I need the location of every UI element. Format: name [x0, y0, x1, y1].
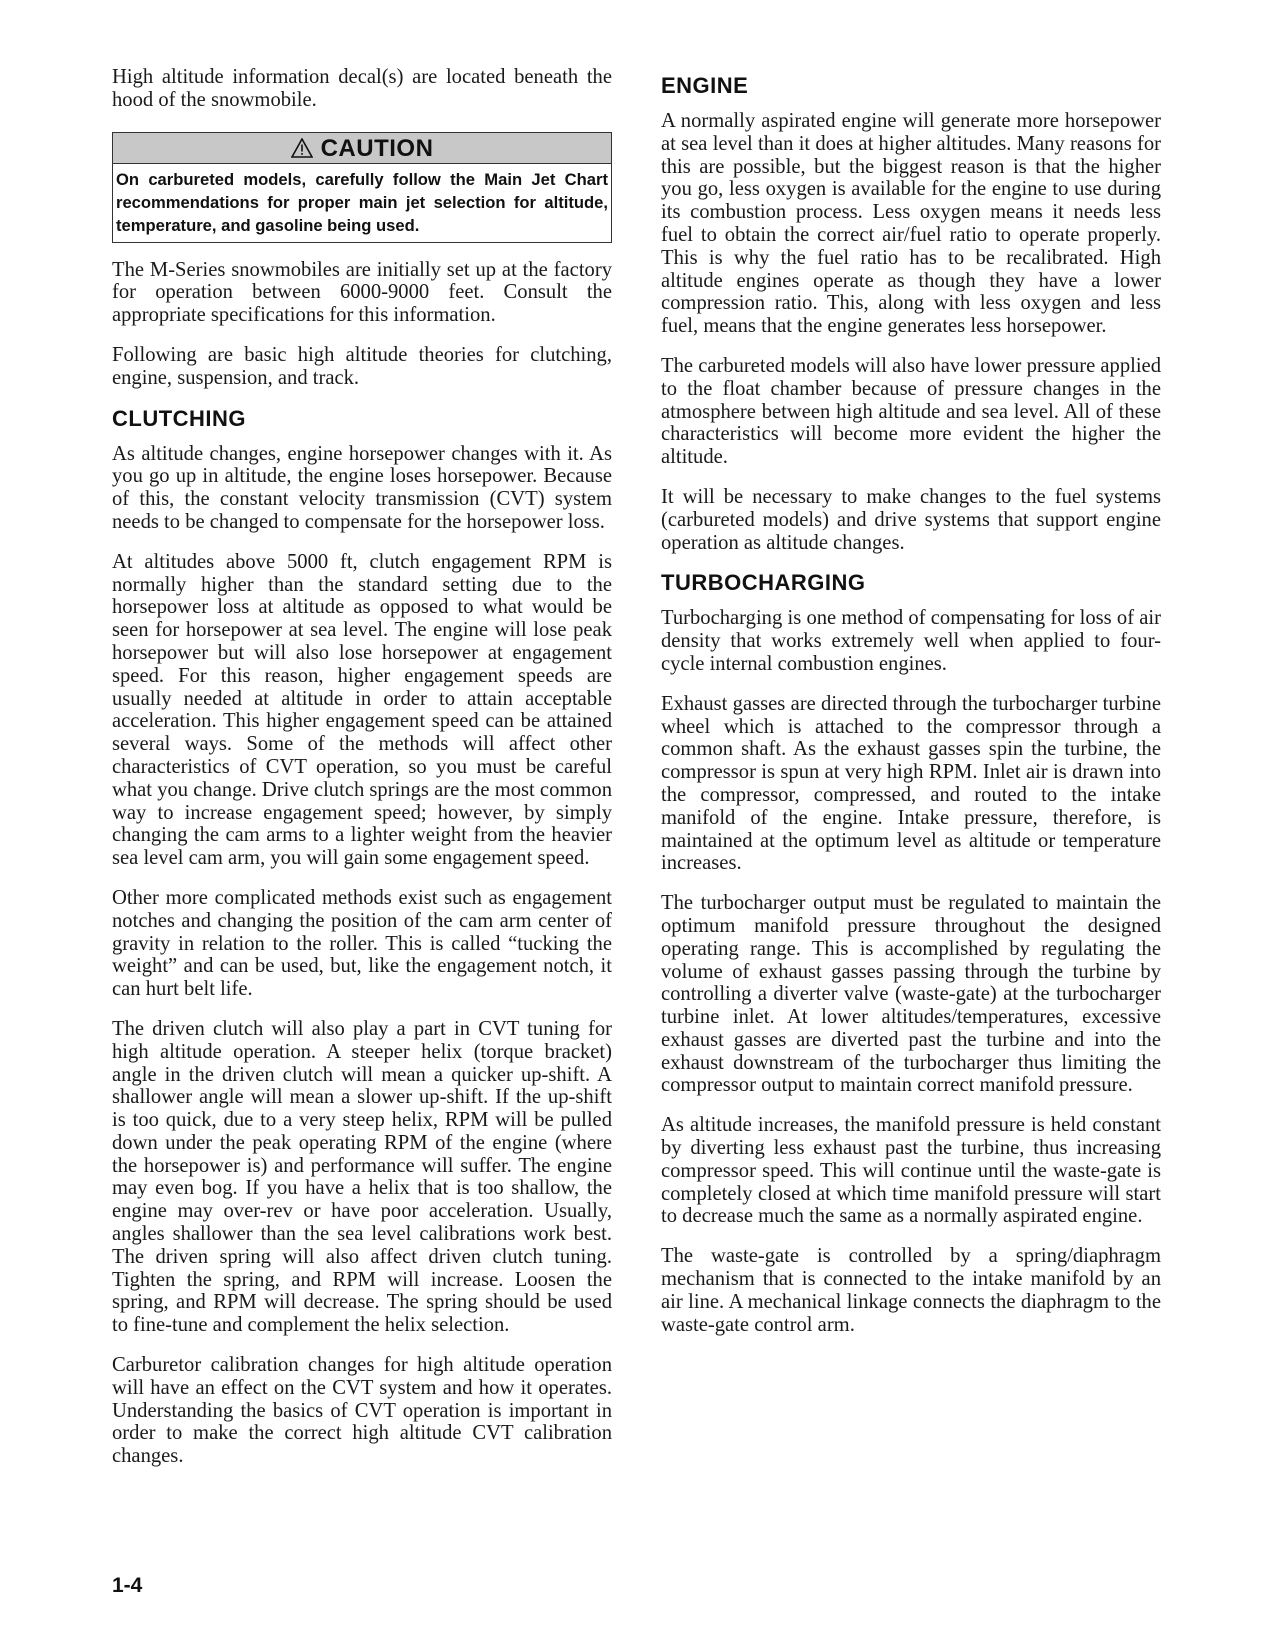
engine-paragraph-1: A normally aspirated engine will generate more horsepower at sea level than it does at higher altitudes. Many reasons for this are possible, but the biggest reason is that the higher you go, less oxygen is available for the engine to use during its combustion process. Less oxygen means it needs less fuel to obtain the correct air/fuel ratio to operate properly. This is why the fuel ratio has to be recalibrated. High altitude engines operate as though they have a lower compression ratio. This, along with less oxygen and less fuel, means that the engine generates less horsepower.	[661, 110, 1161, 338]
clutching-heading: CLUTCHING	[112, 405, 247, 431]
turbo-paragraph-4: As altitude increases, the manifold pressure is held constant by diverting less exhaust past the turbine, thus increasing compressor speed. This will continue until the waste-gate is completely closed at which time manifold pressure will start to decrease much the same as a normally aspirated engine.	[661, 1114, 1161, 1228]
page-number: 1-4	[112, 1574, 143, 1597]
caution-box	[112, 132, 612, 243]
turbo-paragraph-1: Turbocharging is one method of compensating for loss of air density that works extremely well when applied to four-cycle internal combustion engines.	[661, 607, 1161, 675]
engine-heading: ENGINE	[661, 73, 749, 98]
engine-paragraph-3: It will be necessary to make changes to the fuel systems (carbureted models) and drive systems that support engine operation as altitude changes.	[661, 485, 1161, 554]
turbocharging-heading: TURBOCHARGING	[661, 570, 866, 596]
engine-paragraph-2: The carbureted models will also have lower pressure applied to the float chamber because of pressure changes in the atmosphere between high altitude and sea level. All of these characteristics will become more evident the higher the altitude.	[661, 354, 1161, 469]
turbo-paragraph-2: Exhaust gasses are directed through the turbocharger turbine wheel which is attached to the compressor through a common shaft. As the exhaust gasses spin the turbine, the compressor is spun at very high RPM. Inlet air is drawn into the compressor, compressed, and routed to the intake manifold of the engine. Intake pressure, therefore, is maintained at the optimum level as altitude or temperature increases.	[661, 692, 1161, 875]
following-paragraph: Following are basic high altitude theories for clutching, engine, suspension, and track.	[112, 343, 612, 389]
clutching-paragraph-5: Carburetor calibration changes for high altitude operation will have an effect on the CVT system and how it operates. Understanding the basics of CVT operation is important in order to make the correct high altitude CVT calibration changes.	[112, 1354, 612, 1468]
left-column	[112, 66, 612, 1485]
clutching-paragraph-3: Other more complicated methods exist such as engagement notches and changing the position of the cam arm center of gravity in relation to the roller. This is called “tucking the weight” and can be used, but, like the engagement notch, it can hurt belt life.	[112, 886, 612, 1001]
clutching-paragraph-1: As altitude changes, engine horsepower changes with it. As you go up in altitude, the engine loses horsepower. Because of this, the constant velocity transmission (CVT) system needs to be changed to compensate for the horsepower loss.	[112, 442, 612, 533]
turbo-paragraph-5: The waste-gate is controlled by a spring/diaphragm mechanism that is connected to the intake manifold by an air line. A mechanical linkage connects the diaphragm to the waste-gate control arm.	[661, 1245, 1161, 1336]
right-column	[661, 66, 1161, 1353]
intro-paragraph: High altitude information decal(s) are located beneath the hood of the snowmobile.	[112, 66, 612, 111]
caution-header	[113, 133, 611, 164]
caution-text: On carbureted models, carefully follow the Main Jet Chart recommendations for proper main jet selection for altitude, temperature, and gasoline being used.	[116, 169, 608, 235]
clutching-paragraph-4: The driven clutch will also play a part in CVT tuning for high altitude operation. A steeper helix (torque bracket) angle in the driven clutch will mean a quicker up-shift. A shallower angle will mean a slower up-shift. If the up-shift is too quick, due to a very steep helix, RPM will be pulled down under the peak operating RPM of the engine (where the horsepower is) and performance will suffer. The engine may even bog. If you have a helix that is too shallow, the engine may over-rev or have poor acceleration. Usually, angles shallower than the sea level calibrations work best. The driven spring will also affect driven clutch tuning. Tighten the spring, and RPM will increase. Loosen the spring, and RPM will decrease. The spring should be used to fine-tune and complement the helix selection.	[112, 1017, 612, 1337]
mseries-paragraph: The M-Series snowmobiles are initially set up at the factory for operation between 6000-9000 feet. Consult the appropriate specifications for this information.	[112, 258, 612, 327]
clutching-paragraph-2: At altitudes above 5000 ft, clutch engagement RPM is normally higher than the standard setting due to the horsepower loss at altitude as opposed to what would be seen for horsepower at sea level. The engine will lose peak horsepower but will also lose horsepower at engagement speed. For this reason, higher engagement speeds are usually needed at altitude in order to attain acceptable acceleration. This higher engagement speed can be attained several ways. Some of the methods will affect other characteristics of CVT operation, so you must be careful what you change. Drive clutch springs are the most common way to increase engagement speed; however, by simply changing the cam arms to a lighter weight from the heavier sea level cam arm, you will gain some engagement speed.	[112, 550, 612, 870]
warning-triangle-icon	[291, 135, 313, 167]
caution-title: CAUTION	[320, 134, 434, 162]
turbo-paragraph-3: The turbocharger output must be regulated to maintain the optimum manifold pressure throughout the designed operating range. This is accomplished by regulating the volume of exhaust gasses passing through the turbine by controlling a diverter valve (waste-gate) at the turbocharger turbine inlet. At lower altitudes/temperatures, excessive exhaust gasses are diverted past the turbine and into the exhaust downstream of the turbocharger thus limiting the compressor output to maintain correct manifold pressure.	[661, 892, 1161, 1097]
